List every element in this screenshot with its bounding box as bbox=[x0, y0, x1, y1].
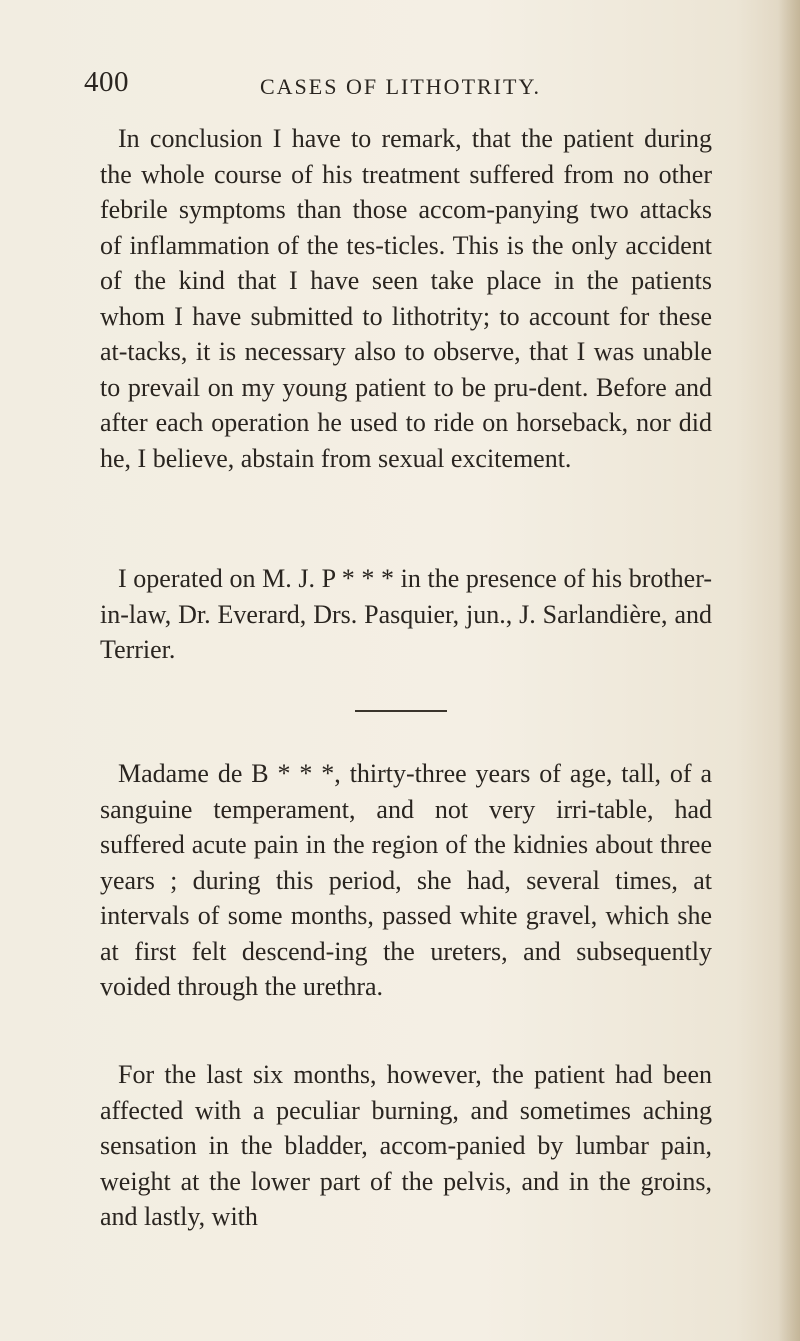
page-header bbox=[84, 66, 704, 106]
paragraph-case-madame-de-b: Madame de B * * *, thirty-three years of age, tall, of a sanguine temperament, and not very irri-table, had suffered acute pain in the region of the kidnies about three years ; during this period, she had, several times, at intervals of some months, passed white gravel, which she at first felt descend-ing the ureters, and subsequently voided through the urethra. bbox=[100, 759, 712, 1002]
paragraph-operation-witnesses: I operated on M. J. P * * * in the presence of his brother-in-law, Dr. Everard, Drs. Pasquier, jun., J. Sarlandière, and Terrier. bbox=[100, 564, 712, 665]
section-divider bbox=[355, 710, 447, 712]
paragraph-conclusion: In conclusion I have to remark, that the patient during the whole course of his treatment suffered from no other febrile symptoms than those accom-panying two attacks of inflammation of the tes-ticles. This is the only accident of the kind that I have seen take place in the patients whom I have submitted to lithotrity; to account for these at-tacks, it is necessary also to observe, that I was unable to prevail on my young patient to be pru-dent. Before and after each operation he used to ride on horseback, nor did he, I believe, abstain from sexual excitement. bbox=[100, 124, 712, 473]
running-head: CASES OF LITHOTRITY. bbox=[260, 74, 542, 99]
paragraph-case-symptoms: For the last six months, however, the patient had been affected with a peculiar burning, and sometimes aching sensation in the bladder, accom-panied by lumbar pain, weight at the lower part of the pelvis, and in the groins, and lastly, with bbox=[100, 1060, 712, 1232]
page-number: 400 bbox=[84, 66, 129, 98]
page-edge-shadow bbox=[778, 0, 800, 1341]
